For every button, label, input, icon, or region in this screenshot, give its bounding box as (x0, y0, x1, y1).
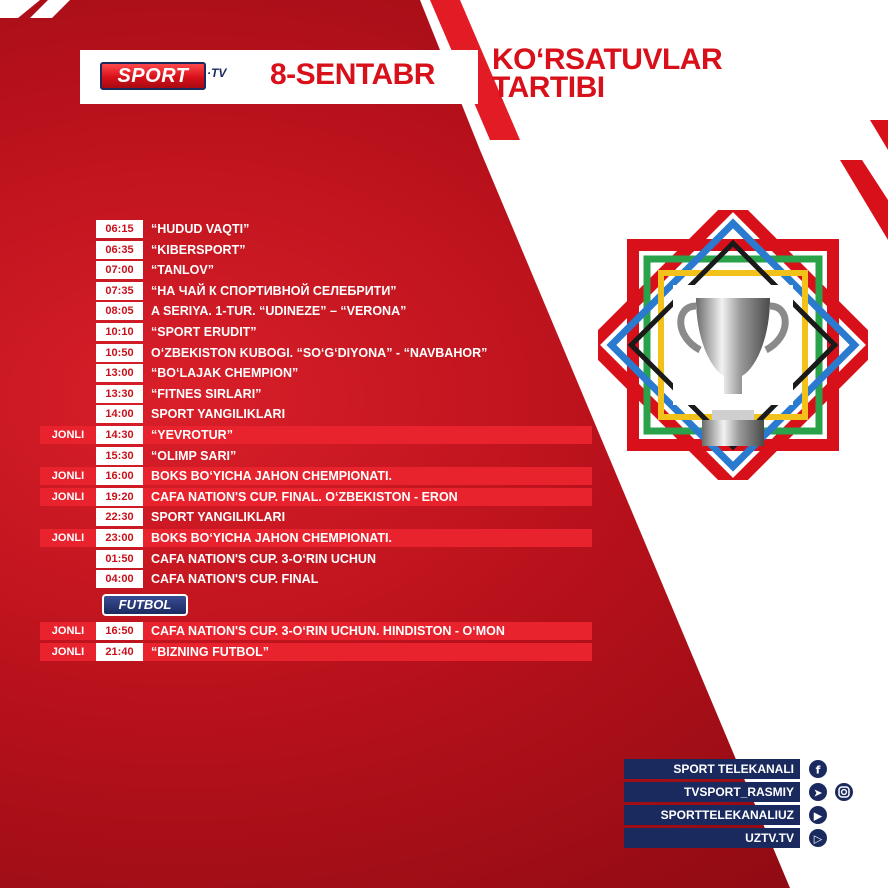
schedule-date: 8-SENTABR (270, 58, 435, 91)
program-time: 16:50 (96, 622, 143, 640)
live-label: JONLI (51, 490, 85, 503)
schedule-row (40, 282, 592, 300)
program-title: CAFA NATION'S CUP. 3-O‘RIN UCHUN. HINDISTON - O‘MON (151, 624, 505, 638)
schedule-row (40, 488, 592, 506)
schedule-row (40, 447, 592, 465)
program-time: 13:00 (96, 364, 143, 382)
schedule-row (40, 426, 592, 444)
program-time: 07:35 (96, 282, 143, 300)
schedule-row (40, 241, 592, 259)
program-title: SPORT YANGILIKLARI (151, 407, 286, 422)
schedule-row (40, 467, 592, 485)
program-title: CAFA NATION'S CUP. 3-O‘RIN UCHUN (151, 551, 376, 566)
schedule-row (40, 550, 592, 568)
program-time: 14:00 (96, 405, 143, 423)
play-icon[interactable] (808, 828, 828, 848)
program-time: 21:40 (96, 643, 143, 661)
schedule-row (40, 508, 592, 526)
program-time: 22:30 (96, 508, 143, 526)
svg-text:➤: ➤ (813, 786, 823, 800)
program-time: 19:20 (96, 488, 143, 506)
program-title: “OLIMP SARI” (151, 448, 237, 463)
schedule-row (40, 220, 592, 238)
program-title: BOKS BO‘YICHA JAHON CHEMPIONATI. (151, 469, 392, 484)
schedule-row (40, 643, 592, 661)
program-title: SPORT YANGILIKLARI (151, 510, 286, 525)
schedule-row (40, 344, 592, 362)
program-time: 07:00 (96, 261, 143, 279)
sport-tv-logo: SPORT (100, 62, 206, 90)
live-label: JONLI (51, 532, 85, 544)
program-title: “TANLOV” (151, 263, 214, 278)
program-title: A SERIYA. 1-TUR. “UDINEZE” – “VERONA” (151, 304, 407, 319)
program-time: 01:50 (96, 550, 143, 568)
social-link-play[interactable]: UZTV.TV (624, 828, 800, 848)
program-title: “НА ЧАЙ К СПОРТИВНОЙ СЕЛЕБРИТИ” (151, 283, 397, 298)
schedule-row (40, 364, 592, 382)
schedule-row (40, 529, 592, 547)
program-title: “YEVROTUR” (151, 428, 233, 442)
program-title: “BIZNING FUTBOL” (151, 645, 270, 659)
social-link-facebook[interactable]: SPORT TELEKANALI (624, 759, 800, 779)
program-title: “FITNES SIRLARI” (151, 386, 262, 401)
facebook-icon[interactable] (808, 759, 828, 779)
svg-text:f: f (815, 763, 821, 777)
program-time: 06:35 (96, 241, 143, 259)
program-time: 08:05 (96, 302, 143, 320)
schedule-row (40, 570, 592, 588)
social-link-telegram[interactable]: TVSPORT_RASMIY (624, 782, 800, 802)
schedule-row (40, 302, 592, 320)
program-title: “BO‘LAJAK CHEMPION” (151, 366, 299, 381)
logo-suffix: ·TV (207, 66, 227, 80)
program-time: 10:10 (96, 323, 143, 341)
live-label: JONLI (51, 646, 85, 658)
program-title: “KIBERSPORT” (151, 242, 246, 257)
program-time: 13:30 (96, 385, 143, 403)
youtube-icon[interactable] (808, 805, 828, 825)
schedule-row (40, 261, 592, 279)
svg-text:▶: ▶ (813, 809, 823, 823)
schedule-row (40, 323, 592, 341)
program-title: “HUDUD VAQTI” (151, 222, 250, 236)
program-time: 14:30 (96, 426, 143, 444)
program-title: O‘ZBEKISTON KUBOGI. “SO‘G‘DIYONA” - “NAVBAHOR” (151, 345, 488, 360)
program-time: 15:30 (96, 447, 143, 465)
live-label: JONLI (51, 429, 85, 441)
program-time: 23:00 (96, 529, 143, 547)
title-line-1: KO‘RSATUVLAR (492, 43, 723, 76)
program-title: CAFA NATION'S CUP. FINAL (151, 572, 319, 587)
futbol-badge: FUTBOL (102, 594, 188, 616)
svg-text:▷: ▷ (813, 832, 823, 846)
schedule-row (40, 622, 592, 640)
social-link-youtube[interactable]: SPORTTELEKANALIUZ (624, 805, 800, 825)
trophy-emblem-icon (598, 210, 868, 480)
instagram-icon[interactable] (834, 782, 854, 802)
program-time: 06:15 (96, 220, 143, 238)
telegram-icon[interactable] (808, 782, 828, 802)
live-label: JONLI (51, 470, 85, 483)
program-time: 16:00 (96, 467, 143, 485)
program-title: BOKS BO‘YICHA JAHON CHEMPIONATI. (151, 531, 392, 545)
program-time: 04:00 (96, 570, 143, 588)
title-line-2: TARTIBI (492, 71, 605, 104)
live-label: JONLI (51, 625, 85, 637)
schedule-row (40, 385, 592, 403)
schedule-row (40, 405, 592, 423)
program-time: 10:50 (96, 344, 143, 362)
program-title: “SPORT ERUDIT” (151, 325, 257, 339)
program-title: CAFA NATION'S CUP. FINAL. O‘ZBEKISTON - ERON (151, 489, 458, 504)
page-title (492, 43, 723, 104)
